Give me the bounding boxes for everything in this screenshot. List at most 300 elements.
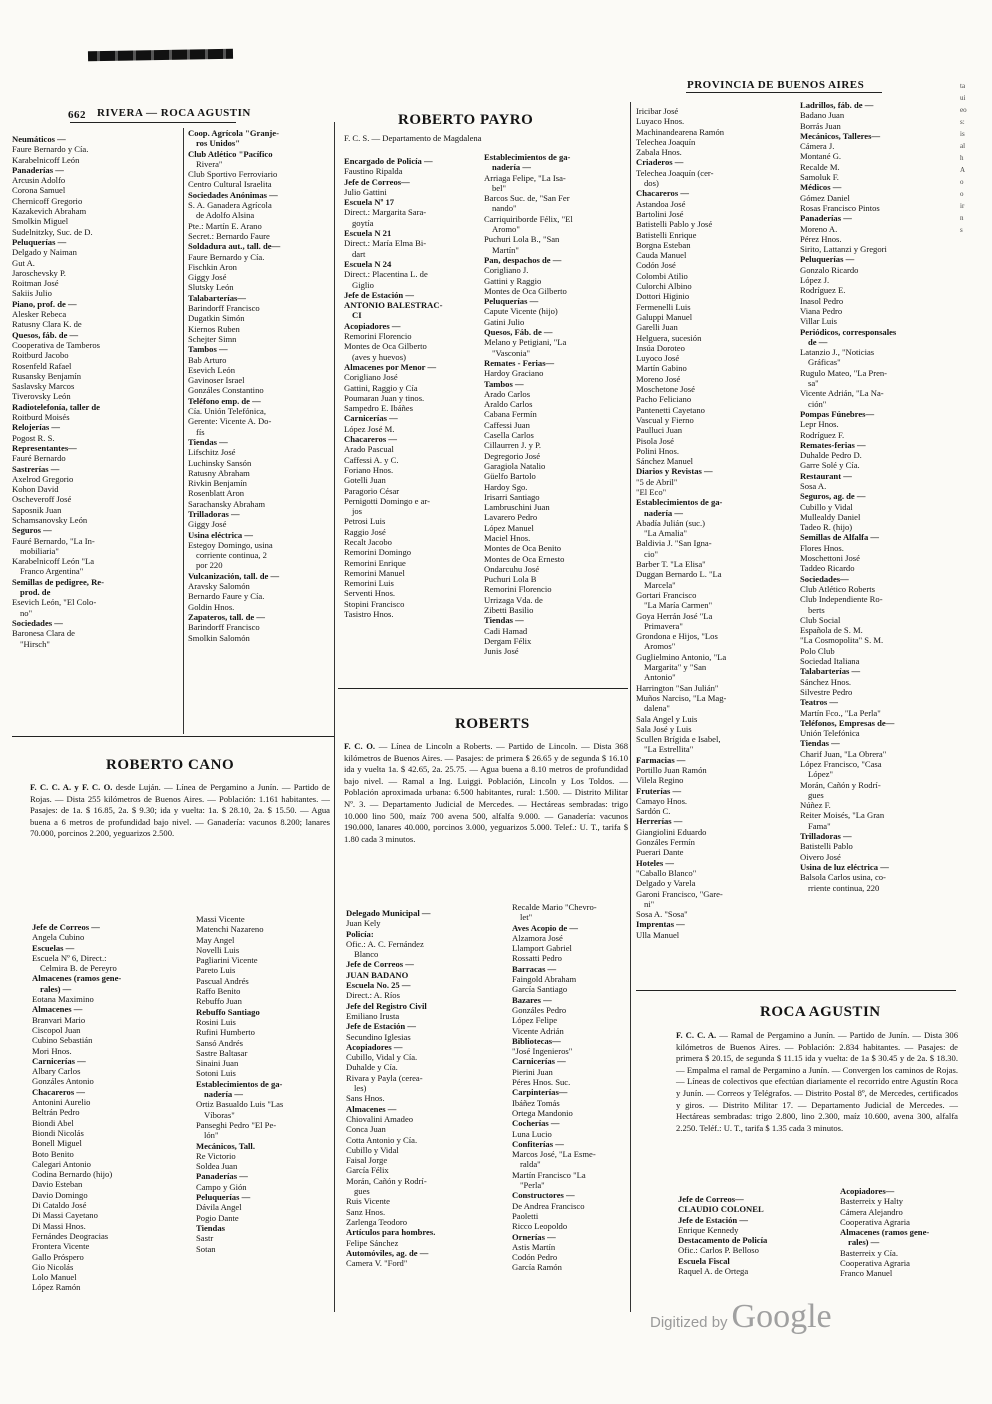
directory-entry: Pte.: Martín E. Arano [188, 220, 262, 231]
roca-agustin-intro: F. C. C. A. — Ramal de Pergamino a Junín. — Partido de Junín. — Dista 306 kilómetros de Buenos Aires. — Población: 2.834 habitantes. — Pasajes: de primera $ 20.15, de segunda $ 11.15 ida y vuelta: de 1a $ 30.45 y de 2a. $ 18.30. — Empalma el ramal de Pergamino a Junín. — Convergen los caminos de Rojas. — Líneas de colectivos que efectúan diariamente el recorrido entre Agustín Roca y Junín. — Correos y Telégrafos. — Distrito Postal 8º, de Mercedes, certificados y giros. — Distrito Militar 17. — Departamento Judicial de Mercedes. — Hectáreas sembradas: trigo 2.800, lino 2.300, maíz 10.600, avena 300, alfalfa 2.250. Teléf.: U. T., tarifa $ 1.35 cada 3 minutos. [676, 1030, 958, 1133]
directory-entry: Zabala Hnos. [636, 147, 682, 158]
directory-entry: Campo y Gión [196, 1181, 247, 1192]
directory-entry: Arcusin Adolfo [12, 175, 66, 186]
directory-entry: Gerente: Vicente A. Do- [188, 416, 272, 427]
directory-entry: Direct.: Placentina L. de [344, 269, 428, 280]
directory-entry: Cámera J. [800, 141, 835, 152]
directory-entry: Cooperativa Agraria [840, 1216, 910, 1227]
directory-entry: Dugatkin Simón [188, 313, 245, 324]
directory-entry: Hardoy Sgo. [484, 481, 528, 492]
directory-entry: Lepr Hnos. [800, 419, 839, 430]
directory-entry: Flores Hnos. [800, 542, 844, 553]
edge-fragment: o [960, 178, 964, 186]
column-roca-1 [678, 1194, 836, 1276]
directory-entry: Cubillo y Vidal [800, 501, 853, 512]
category-heading: nadería — [204, 1089, 243, 1100]
edge-fragment: A [960, 166, 966, 174]
directory-entry: Alzamora José [512, 932, 563, 943]
category-heading: Carnicerías — [32, 1055, 86, 1066]
directory-entry: Giglio [352, 279, 374, 290]
directory-entry: Latanzio J., "Noticias [800, 347, 875, 358]
directory-entry: Puchuri Lola B [484, 574, 537, 585]
directory-entry: Ricco Leopoldo [512, 1221, 568, 1232]
directory-entry: Maciel Hnos. [484, 532, 531, 543]
category-heading: Pan, despachos de — [484, 254, 562, 265]
column-roca-2 [840, 1186, 958, 1279]
category-heading: Soldadura aut., tall. de— [188, 241, 281, 252]
directory-entry: Scullen Brígida e Isabel, [636, 734, 721, 745]
directory-entry: Ibáñez Tomás [512, 1097, 560, 1108]
directory-entry: Direct.: María Elma Bi- [344, 238, 427, 249]
directory-entry: Serventi Hnos. [344, 588, 396, 599]
directory-entry: Recalde Mario "Chevro- [512, 902, 597, 912]
directory-entry: Baronesa Clara de [12, 628, 75, 639]
directory-entry: Faustino Ripalda [344, 166, 403, 177]
directory-entry: "Vasconia" [492, 347, 531, 358]
category-heading: Mecánicos, Talleres— [800, 130, 881, 141]
directory-entry: Cubino Sebastián [32, 1035, 93, 1046]
directory-entry: Borrás Juan [800, 120, 841, 131]
directory-entry: Garagiola Natalio [484, 460, 546, 471]
category-heading: Ornerías — [512, 1231, 556, 1242]
directory-entry: Martín Francisco "La [512, 1169, 586, 1180]
directory-entry: Polo Club [800, 645, 835, 656]
directory-entry: Cooperativa de Tamberos [12, 339, 101, 350]
directory-entry: por 220 [196, 560, 223, 571]
directory-entry: Sastre Baltasar [196, 1047, 248, 1058]
directory-entry: Felipe Sánchez [346, 1237, 399, 1248]
directory-entry: Pérez Hnos. [800, 233, 842, 244]
directory-entry: Caffessi Juan [484, 419, 530, 430]
adjacent-page-edge [960, 80, 992, 1310]
category-heading: Piano, prof. de — [12, 298, 77, 309]
directory-entry: Smolkin Miguel [12, 216, 69, 227]
directory-entry: Bonell Miguel [32, 1138, 82, 1149]
directory-entry: Cauda Manuel [636, 250, 687, 261]
directory-entry: López Manuel [484, 522, 534, 533]
directory-entry: Fama" [808, 820, 831, 831]
directory-entry: Blanco [354, 949, 379, 960]
category-heading: Panaderías — [800, 213, 852, 224]
directory-entry: Martín Gabino [636, 363, 687, 374]
directory-entry: Colombi Atilio [636, 270, 688, 281]
directory-entry: López José M. [344, 423, 395, 434]
directory-entry: Corona Samuel [12, 185, 66, 196]
category-heading: Almacenes — [32, 1004, 83, 1015]
directory-entry: Fischkin Aron [188, 261, 237, 272]
directory-entry: Stopini Francisco [344, 598, 405, 609]
directory-entry: Portillo Juan Ramón [636, 765, 707, 775]
directory-entry: Pisola José [636, 435, 674, 446]
directory-entry: Pogio Dante [196, 1212, 239, 1223]
directory-entry: Cubillo, Vidal y Cía. [346, 1052, 418, 1063]
directory-entry: Moreno José [636, 373, 681, 384]
directory-entry: Pacho Feliciano [636, 394, 692, 405]
directory-entry: Moschettoni José [800, 553, 860, 564]
directory-entry: Lolo Manuel [32, 1272, 77, 1283]
directory-entry: Fernándes Deogracias [32, 1230, 109, 1241]
directory-entry: Secundino Iglesias [346, 1031, 411, 1042]
category-heading: Herrerías — [636, 816, 683, 827]
directory-entry: Sudelnitzky, Suc. de D. [12, 226, 93, 237]
directory-entry: Club Social [800, 614, 841, 625]
watermark-prefix: Digitized by [650, 1314, 728, 1331]
category-heading: Tiendas [196, 1222, 225, 1233]
section-title-roberto-payro: ROBERTO PAYRO [398, 112, 534, 128]
directory-entry: Eotana Maximino [32, 994, 94, 1005]
directory-entry: Viana Pedro [800, 305, 843, 316]
directory-entry: Rosini Luis [196, 1016, 236, 1027]
directory-entry: Telechea Joaquín (cer- [636, 167, 714, 178]
directory-entry: Rivara y Payla (cerea- [346, 1072, 423, 1083]
category-heading: Club Atlético "Pacífico [188, 148, 273, 159]
section-rule [12, 736, 334, 737]
directory-entry: Junis José [484, 646, 519, 657]
category-heading: Jefe del Registro Civil [346, 1000, 427, 1011]
directory-entry: Saslavsky Marcos [12, 381, 75, 392]
directory-entry: Cadi Hamad [484, 625, 528, 636]
directory-entry: Sastr [196, 1233, 214, 1244]
category-heading: Jefe de Estación — [346, 1021, 416, 1032]
directory-entry: Novelli Luis [196, 944, 240, 955]
category-heading: Acopiadores — [344, 320, 401, 331]
category-heading: Almacenes por Menor — [344, 361, 437, 372]
directory-entry: Escuela Nº 6, Direct.: [32, 952, 107, 963]
directory-entry: Goya Herrán José "La [636, 610, 713, 621]
category-heading: Usina de luz eléctrica — [800, 861, 889, 872]
column-roberts-list-2 [800, 100, 960, 893]
directory-entry: Davio Esteban [32, 1179, 83, 1190]
category-heading: Imprentas — [636, 919, 685, 930]
directory-entry: Gráficas" [808, 357, 841, 368]
directory-entry: Remorini Manuel [344, 567, 405, 578]
directory-entry: "Hirsch" [20, 638, 50, 649]
category-heading: Panaderías — [196, 1171, 248, 1182]
rule-top-left [70, 122, 236, 123]
directory-entry: Aromos" [644, 641, 676, 652]
directory-entry: dos) [644, 178, 659, 189]
directory-entry: Ondarcuhu José [484, 563, 540, 574]
directory-entry: Rodríguez F. [800, 429, 845, 440]
directory-entry: Roitburd Jacobo [12, 350, 69, 361]
directory-entry: Franco Argentina" [20, 566, 84, 577]
directory-entry: Paulluci Juan [636, 425, 683, 436]
directory-entry: Taddeo Ricardo [800, 563, 855, 574]
directory-entry: Gonzáles Antonio [32, 1076, 94, 1087]
directory-entry: jos [352, 506, 363, 517]
directory-entry: Direct.: A. Ríos [346, 990, 400, 1001]
directory-entry: Güelfo Bartolo [484, 471, 536, 482]
directory-entry: Juan Kely [346, 918, 381, 929]
directory-entry: "El Eco" [636, 486, 667, 497]
directory-entry: Gonzáles Constantino [188, 385, 264, 396]
edge-fragment: eo [960, 106, 967, 114]
directory-entry: Gavinoser Israel [188, 375, 245, 386]
category-heading: ANTONIO BALESTRAC- [344, 300, 443, 311]
directory-entry: Pierini Juan [512, 1066, 553, 1077]
directory-entry: Puchuri Lola B., "San [484, 234, 560, 245]
category-heading: Bazares — [512, 994, 552, 1005]
directory-entry: Urrizaga Vda. de [484, 594, 543, 605]
directory-entry: Kazakevich Abraham [12, 206, 87, 217]
directory-entry: Montané G. [800, 151, 842, 162]
directory-entry: Paoletti [512, 1210, 539, 1221]
directory-entry: Gonzalo Ricardo [800, 264, 859, 275]
directory-entry: Gómez Daniel [800, 192, 850, 203]
directory-entry: Sinaini Juan [196, 1058, 239, 1069]
directory-entry: Club Sportivo Ferroviario [188, 169, 278, 180]
directory-entry: Sala José y Luis [636, 723, 692, 734]
category-heading: Tiendas — [188, 436, 228, 447]
category-heading: Farmacias — [636, 754, 686, 765]
directory-entry: fís [196, 426, 205, 437]
category-heading: Talabarterías — [800, 666, 861, 677]
directory-entry: Degregorio José [484, 450, 541, 461]
directory-entry: Raggio José [344, 526, 386, 537]
directory-entry: López Ramón [32, 1282, 81, 1293]
directory-entry: Melano y Petigiani, "La [484, 337, 567, 348]
category-heading: Pompas Fúnebres— [800, 408, 875, 419]
directory-entry: gues [808, 789, 824, 800]
directory-entry: Llamport Gabriel [512, 943, 572, 954]
directory-entry: Basterreix y Cía. [840, 1247, 898, 1258]
category-heading: Barracas — [512, 963, 557, 974]
directory-entry: lón" [204, 1130, 219, 1141]
directory-entry: Garelli Juan [636, 322, 678, 333]
directory-entry: García Santiago [512, 984, 568, 995]
directory-entry: Arado Pascual [344, 444, 394, 455]
directory-entry: Delgado y Varela [636, 878, 696, 889]
directory-entry: Corigliano José [344, 372, 398, 383]
directory-entry: Borgna Esteban [636, 239, 691, 250]
directory-entry: Garre Solé y Cía. [800, 460, 860, 471]
directory-entry: Direct.: Margarita Sara- [344, 207, 427, 218]
category-heading: Escuela Nº 17 [344, 197, 395, 208]
directory-entry: Camera V. "Ford" [346, 1258, 408, 1269]
directory-entry: Fauré Bernardo, "La In- [12, 535, 95, 546]
directory-entry: Muños Narciso, "La Mag- [636, 692, 727, 703]
directory-entry: Poumaran Juan y tinos. [344, 392, 425, 403]
directory-entry: Rivera" [196, 158, 223, 169]
directory-entry: Pogost R. S. [12, 432, 55, 443]
directory-entry: Franco Manuel [840, 1268, 893, 1279]
category-heading: Carnicerías — [512, 1056, 566, 1067]
directory-entry: Re Victorio [196, 1150, 236, 1161]
category-heading: Trilladoras — [188, 508, 240, 519]
category-heading: Teléfonos, Empresas de— [800, 717, 895, 728]
directory-entry: Barcos Suc. de, "San Fer [484, 193, 570, 204]
directory-entry: "Caballo Blanco" [636, 867, 697, 878]
directory-entry: Polini Hnos. [636, 445, 679, 456]
category-heading: Mecánicos, Tall. [196, 1140, 255, 1151]
directory-entry: López Francisco, "Casa [800, 759, 882, 769]
directory-entry: Charif Juan, "La Obrera" [800, 748, 887, 759]
category-heading: Usina eléctrica — [188, 529, 253, 540]
directory-entry: Badano Juan [800, 110, 845, 121]
directory-entry: Helguera, sucesión [636, 332, 702, 343]
directory-entry: May Angel [196, 934, 235, 945]
directory-entry: Bartolini José [636, 208, 684, 219]
category-heading: Coop. Agrícola "Granje- [188, 128, 279, 138]
directory-entry: Gattini y Raggio [484, 275, 542, 286]
directory-entry: Cillaurren J. y P. [484, 440, 542, 451]
category-heading: Escuela N 24 [344, 258, 392, 269]
directory-entry: Machinandearena Ramón [636, 126, 725, 137]
column-divider [630, 102, 631, 1312]
directory-entry: Faure Bernardo y Cía. [12, 144, 89, 155]
edge-fragment: o [960, 190, 964, 198]
category-heading: Almacenes (ramos gene- [32, 973, 122, 984]
directory-entry: Caffessi A. y C. [344, 454, 399, 465]
directory-entry: Ortega Mandonio [512, 1107, 573, 1118]
directory-entry: sa" [808, 378, 819, 389]
directory-entry: Moschetone José [636, 384, 695, 395]
directory-entry: Antonini Aurelio [32, 1097, 91, 1108]
directory-entry: Samoluk F. [800, 172, 839, 183]
directory-entry: Dávila Angel [196, 1202, 242, 1213]
directory-entry: Sakiis Julio [12, 288, 52, 299]
directory-entry: ni" [644, 898, 655, 909]
category-heading: Teatros — [800, 697, 838, 708]
category-heading: Establecimientos de ga- [636, 497, 723, 508]
directory-entry: cio" [644, 548, 659, 559]
directory-entry: Smolkin Salomón [188, 632, 250, 643]
category-heading: Criaderos — [636, 157, 684, 168]
category-heading: Establecimientos de ga- [484, 152, 571, 162]
category-heading: Seguros, ag. de — [800, 491, 866, 502]
directory-entry: Di Massi Hnos. [32, 1220, 86, 1231]
directory-entry: Corigliano J. [484, 265, 529, 276]
category-heading: rales) — [848, 1237, 880, 1248]
directory-entry: dart [352, 248, 366, 259]
directory-entry: Vilela Regino [636, 775, 684, 786]
directory-entry: Faure Bernardo y Cía. [188, 251, 265, 262]
directory-entry: Soldea Juan [196, 1161, 238, 1172]
directory-entry: Roitman José [12, 278, 59, 289]
edge-fragment: h [960, 154, 964, 162]
directory-entry: Ciscopol Juan [32, 1024, 81, 1035]
category-heading: Periódicos, corresponsales [800, 326, 897, 337]
directory-entry: Rufini Humberto [196, 1027, 255, 1038]
directory-entry: Remorini Enrique [344, 557, 406, 568]
category-heading: Tiendas — [800, 738, 840, 749]
category-heading: CLAUDIO COLONEL [678, 1204, 764, 1215]
directory-entry: Roitburd Moisés [12, 412, 70, 423]
directory-entry: Fauré Bernardo [12, 453, 66, 464]
directory-entry: Pareto Luis [196, 965, 236, 976]
directory-entry: Lifschitz José [188, 447, 236, 458]
directory-entry: Montes de Oca Gilberto [484, 285, 567, 296]
category-heading: Zapateros, tall. de — [188, 611, 265, 622]
category-heading: prod. de [20, 587, 51, 598]
directory-entry: Gortari Francisco [636, 589, 697, 600]
directory-entry: Morán, Cañón y Rodrí- [346, 1175, 427, 1186]
category-heading: Aves Acopio de — [512, 922, 578, 933]
category-heading: Hoteles — [636, 857, 674, 868]
category-heading: Tiendas — [484, 615, 524, 626]
category-heading: Quesos, fáb. de — [12, 329, 79, 340]
directory-entry: Gattini, Raggio y Cía [344, 382, 418, 393]
category-heading: Policía: [346, 928, 374, 939]
directory-entry: Rosas Francisco Pintos [800, 202, 880, 213]
directory-entry: Batistelli Pablo y José [636, 219, 713, 230]
directory-entry: Española de S. M. [800, 625, 863, 636]
category-heading: Acopiadores— [840, 1186, 895, 1196]
directory-entry: S. A. Ganadera Agrícola [188, 200, 272, 211]
edge-fragment: s [960, 226, 963, 234]
directory-entry: Recalt Jacobo [344, 536, 392, 547]
directory-entry: Pernigotti Domingo e ar- [344, 495, 430, 506]
directory-entry: Celmira B. de Pereyro [40, 963, 117, 974]
directory-entry: Baldivia J. "San Igna- [636, 538, 712, 549]
category-heading: Sastrerías — [12, 463, 60, 474]
directory-entry: let" [520, 912, 533, 923]
directory-entry: Irisarri Santiago [484, 491, 540, 502]
directory-entry: Luchinsky Sansón [188, 457, 252, 468]
directory-entry: Di Cataldo José [32, 1200, 87, 1211]
category-heading: ros Unidos" [196, 138, 241, 149]
directory-entry: berts [808, 604, 825, 615]
directory-entry: Estegoy Domingo, usina [188, 539, 273, 550]
category-heading: Ladrillos, fáb. de — [800, 100, 874, 110]
directory-entry: Ruis Vicente [346, 1196, 390, 1207]
category-heading: Seguros — [12, 525, 52, 536]
category-heading: Panaderías — [12, 164, 64, 175]
column-payro-1 [344, 156, 479, 619]
directory-entry: Montes de Oca Benito [484, 543, 562, 554]
column-divider [334, 122, 335, 1312]
directory-entry: mobiliaria" [20, 545, 59, 556]
category-heading: Destacamento de Policía [678, 1235, 768, 1246]
category-heading: Artículos para hombres. [346, 1227, 436, 1238]
directory-entry: Luyaco Hnos. [636, 116, 685, 127]
directory-entry: Secret.: Bernardo Faure [188, 230, 270, 241]
directory-entry: Duhalde Pedro D. [800, 450, 862, 461]
directory-entry: Calegari Antonio [32, 1158, 91, 1169]
directory-entry: Mullealdy Daniel [800, 511, 861, 522]
directory-entry: Núñez F. [800, 800, 831, 811]
directory-entry: ción" [808, 398, 827, 409]
directory-entry: Martín" [492, 244, 519, 255]
column-payro-2 [484, 152, 628, 657]
directory-entry: Montes de Oca Ernesto [484, 553, 565, 564]
directory-entry: Pantenetti Cayetano [636, 404, 705, 415]
directory-entry: "Perla" [520, 1180, 545, 1191]
directory-entry: "La Cosmopolita" S. M. [800, 635, 884, 646]
directory-entry: Remorini Domingo [344, 547, 412, 558]
directory-entry: Arado Carlos [484, 388, 531, 399]
category-heading: Escuela No. 25 — [346, 980, 411, 991]
directory-entry: Sosa A. [800, 480, 827, 491]
directory-entry: Albary Carlos [32, 1066, 81, 1077]
directory-entry: Rugulo Mateo, "La Pren- [800, 367, 888, 378]
directory-entry: Iricibar José [636, 106, 679, 116]
directory-entry: Schejter Simn [188, 333, 237, 344]
directory-entry: Remorini Florencio [344, 331, 412, 342]
directory-entry: Centro Cultural Israelita [188, 179, 272, 190]
edge-fragment: al [960, 142, 966, 150]
directory-entry: Massi Vicente [196, 914, 245, 924]
directory-entry: "José Ingenieros" [512, 1046, 573, 1057]
directory-entry: Bernardo Faure y Cía. [188, 591, 265, 602]
category-heading: Vulcanización, tall. de — [188, 570, 280, 581]
directory-entry: Zibetti Basilio [484, 605, 534, 616]
category-heading: Constructores — [512, 1190, 575, 1201]
section-rule [636, 990, 956, 991]
edge-fragment: ui [960, 94, 966, 102]
category-heading: Cocherías — [512, 1118, 560, 1129]
directory-entry: Ulla Manuel [636, 929, 680, 940]
